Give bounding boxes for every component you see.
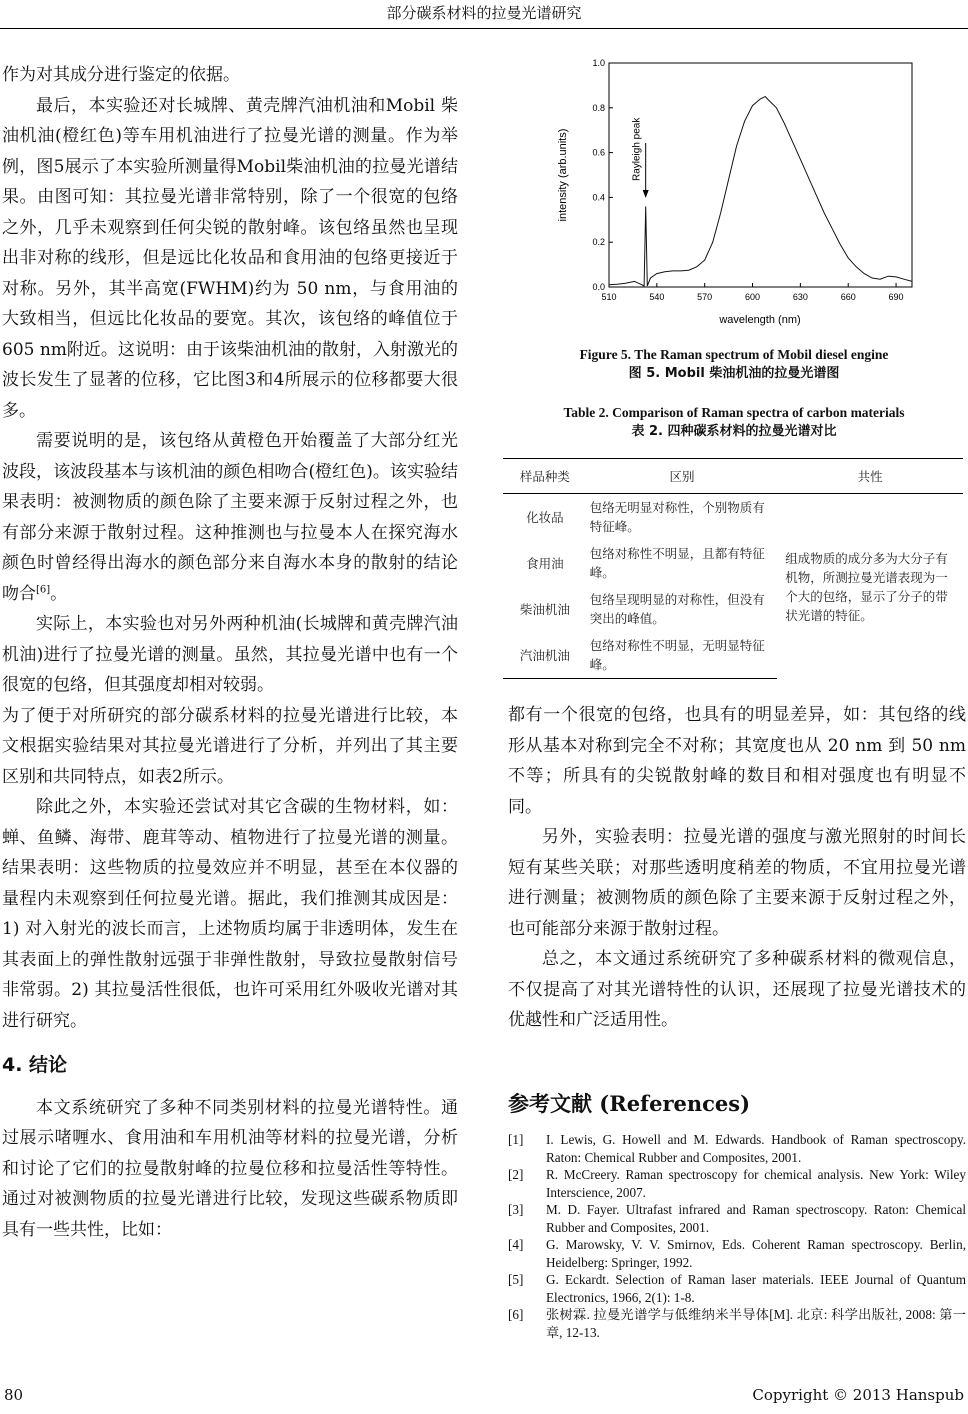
x-tick-label: 570 bbox=[697, 292, 713, 302]
header-rule bbox=[0, 28, 968, 29]
y-tick-label: 0.4 bbox=[592, 192, 605, 203]
paragraph: 作为对其成分进行鉴定的依据。 bbox=[2, 65, 240, 85]
spectrum-line bbox=[609, 97, 912, 286]
x-tick-label: 690 bbox=[888, 292, 904, 302]
ref-text: R. McCreery. Raman spectroscopy for chemical analysis. New York: Wiley Interscience, 2007. bbox=[546, 1167, 966, 1200]
reference-item bbox=[508, 1166, 966, 1201]
reference-item bbox=[508, 1306, 966, 1341]
paragraph-text: 需要说明的是，该包络从黄橙色开始覆盖了大部分红光波段，该波段基本与该机油的颜色相吻合(橙红色)。该实验结果表明：被测物质的颜色除了主要来源于反射过程之外，也有部分来源于散射过程。这种推测也与拉曼本人在探究海水颜色时曾经得出海水的颜色部分来自海水本身的散射的结论吻合 bbox=[2, 431, 458, 604]
figure-caption-en: Figure 5. The Raman spectrum of Mobil diesel engine bbox=[579, 347, 889, 362]
paragraph: 另外，实验表明：拉曼光谱的强度与激光照射的时间长短有某些关联；对那些透明度稍差的物质，不宜用拉曼光谱进行测量；被测物质的颜色除了主要来源于反射过程之外，也可能部分来源于散射过程。 bbox=[508, 827, 966, 939]
column-header: 样品种类 bbox=[503, 458, 587, 494]
ref-number: [2] bbox=[508, 1167, 524, 1182]
table-header-row bbox=[503, 458, 963, 494]
table-row bbox=[503, 494, 963, 540]
paragraph-end: 。 bbox=[50, 583, 68, 604]
paragraph: 都有一个很宽的包络，也具有的明显差异，如：其包络的线形从基本对称到完全不对称；其宽度也从 20 nm 到 50 nm 不等；所具有的尖锐散射峰的数目和相对强度也有明显不同。 bbox=[508, 705, 966, 817]
column-header: 区别 bbox=[587, 458, 777, 494]
y-tick-label: 1.0 bbox=[592, 58, 605, 68]
paragraph: 除此之外，本实验还尝试对其它含碳的生物材料，如：蝉、鱼鳞、海带、鹿茸等动、植物进行了拉曼光谱的测量。结果表明：这些物质的拉曼效应并不明显，甚至在本仪器的量程内未观察到任何拉曼光谱。据此，我们推测其成因是：1) 对入射光的波长而言，上述物质均属于非透明体，发生在其表面上的弹性散射远强于非弹性散射，导致拉曼散射信号非常弱。2) 其拉曼活性很低，也许可采用红外吸收光谱对其进行研究。 bbox=[2, 797, 458, 1031]
references-heading: 参考文献 (References) bbox=[508, 1091, 751, 1116]
sample-cell: 汽油机油 bbox=[503, 632, 587, 679]
ref-text: M. D. Fayer. Ultrafast infrared and Raman spectroscopy. Raton: Chemical Rubber and Composites, 2001. bbox=[546, 1202, 966, 1235]
ref-number: [6] bbox=[508, 1307, 524, 1322]
section-heading: 4. 结论 bbox=[2, 1054, 68, 1076]
left-column bbox=[2, 60, 458, 1245]
sample-cell: 化妆品 bbox=[526, 509, 564, 525]
x-axis-label: wavelength (nm) bbox=[719, 314, 801, 326]
paragraph: 本文系统研究了多种不同类别材料的拉曼光谱特性。通过展示啫喱水、食用油和车用机油等材料的拉曼光谱，分析和讨论了它们的拉曼散射峰的拉曼位移和拉曼活性等特性。通过对被测物质的拉曼光谱进行比较，发现这些碳系物质即具有一些共性，比如： bbox=[2, 1097, 458, 1240]
reference-item bbox=[508, 1201, 966, 1236]
table-caption bbox=[500, 403, 968, 441]
ref-number: [3] bbox=[508, 1202, 524, 1217]
arrow-head bbox=[643, 190, 649, 198]
running-header: 部分碳系材料的拉曼光谱研究 bbox=[386, 4, 582, 22]
reference-item bbox=[508, 1236, 966, 1271]
common-cell: 组成物质的成分多为大分子有机物，所测拉曼光谱表现为一个大的包络，显示了分子的带状光谱的特征。 bbox=[785, 550, 948, 623]
figure-caption-zh: 图 5. Mobil 柴油机油的拉曼光谱图 bbox=[628, 366, 840, 381]
sample-cell: 柴油机油 bbox=[519, 601, 570, 617]
paragraph: 为了便于对所研究的部分碳系材料的拉曼光谱进行比较，本文根据实验结果对其拉曼光谱进行了分析，并列出了其主要区别和共同特点，如表2所示。 bbox=[2, 705, 458, 787]
copyright: Copyright © 2013 Hanspub bbox=[752, 1386, 964, 1404]
column-header: 共性 bbox=[777, 458, 963, 494]
y-axis-label: intensity (arb.units) bbox=[557, 128, 569, 222]
raman-spectrum-chart bbox=[550, 50, 930, 340]
page-number: 80 bbox=[4, 1386, 24, 1404]
difference-cell: 包络对称性不明显，且都有特征峰。 bbox=[589, 546, 765, 580]
plot-frame bbox=[609, 63, 912, 287]
reference-list bbox=[508, 1131, 966, 1341]
right-column bbox=[508, 700, 966, 1036]
table-caption-en: Table 2. Comparison of Raman spectra of carbon materials bbox=[563, 405, 905, 420]
ref-number: [1] bbox=[508, 1132, 524, 1147]
ref-text: 张树霖. 拉曼光谱学与低维纳米半导体[M]. 北京: 科学出版社, 2008: 第一章, 12-13. bbox=[546, 1307, 966, 1340]
difference-cell: 包络对称性不明显，无明显特征峰。 bbox=[587, 632, 777, 679]
y-tick-label: 0.2 bbox=[592, 237, 605, 248]
paragraph bbox=[2, 426, 458, 609]
y-tick-label: 0.6 bbox=[592, 147, 605, 158]
x-tick-label: 600 bbox=[745, 292, 761, 302]
paragraph: 最后，本实验还对长城牌、黄壳牌汽油机油和Mobil 柴油机油(橙红色)等车用机油进行了拉曼光谱的测量。作为举例，图5展示了本实验所测量得Mobil柴油机油的拉曼光谱结果。由图可知：其拉曼光谱非常特别，除了一个很宽的包络之外，几乎未观察到任何尖锐的散射峰。该包络虽然也呈现出非对称的线形，但是远比化妆品和食用油的包络更接近于对称。另外，其半高宽(FWHM)约为 50 nm，与食用油的大致相当，但远比化妆品的要宽。其次，该包络的峰值位于605 nm附近。这说明：由于该柴油机油的散射，入射激光的波长发生了显著的位移，它比图3和4所展示的位移都要大很多。 bbox=[2, 95, 458, 421]
reference-item bbox=[508, 1131, 966, 1166]
table-caption-zh: 表 2. 四种碳系材料的拉曼光谱对比 bbox=[631, 424, 837, 439]
paragraph: 总之，本文通过系统研究了多种碳系材料的微观信息，不仅提高了对其光谱特性的认识，还展现了拉曼光谱技术的优越性和广泛适用性。 bbox=[508, 949, 966, 1030]
ref-number: [5] bbox=[508, 1272, 524, 1287]
comparison-table bbox=[503, 458, 963, 679]
citation[interactable]: [6] bbox=[36, 583, 51, 595]
figure-caption bbox=[500, 345, 968, 383]
ref-text: G. Marowsky, V. V. Smirnov, Eds. Coherent Raman spectroscopy. Berlin, Heidelberg: Springer, 1992. bbox=[546, 1237, 966, 1270]
sample-cell: 食用油 bbox=[526, 555, 564, 571]
ref-number: [4] bbox=[508, 1237, 524, 1252]
y-tick-label: 0.0 bbox=[592, 282, 605, 292]
difference-cell: 包络无明显对称性，个别物质有特征峰。 bbox=[589, 500, 765, 534]
ref-text: I. Lewis, G. Howell and M. Edwards. Handbook of Raman spectroscopy. Raton: Chemical Rubber and Composites, 2001. bbox=[546, 1132, 966, 1165]
difference-cell: 包络呈现明显的对称性，但没有突出的峰值。 bbox=[589, 592, 765, 626]
x-tick-label: 630 bbox=[792, 292, 808, 302]
x-tick-label: 540 bbox=[649, 292, 665, 302]
reference-item bbox=[508, 1271, 966, 1306]
ref-text: G. Eckardt. Selection of Raman laser materials. IEEE Journal of Quantum Electronics, 1966, 2(1): 1-8. bbox=[546, 1272, 966, 1305]
y-tick-label: 0.8 bbox=[592, 102, 605, 113]
annotation-label: Rayleigh peak bbox=[631, 117, 643, 181]
paragraph: 实际上，本实验也对另外两种机油(长城牌和黄壳牌汽油机油)进行了拉曼光谱的测量。虽然，其拉曼光谱中也有一个很宽的包络，但其强度却相对较弱。 bbox=[2, 614, 458, 695]
x-tick-label: 510 bbox=[601, 292, 617, 302]
x-tick-label: 660 bbox=[840, 292, 856, 302]
